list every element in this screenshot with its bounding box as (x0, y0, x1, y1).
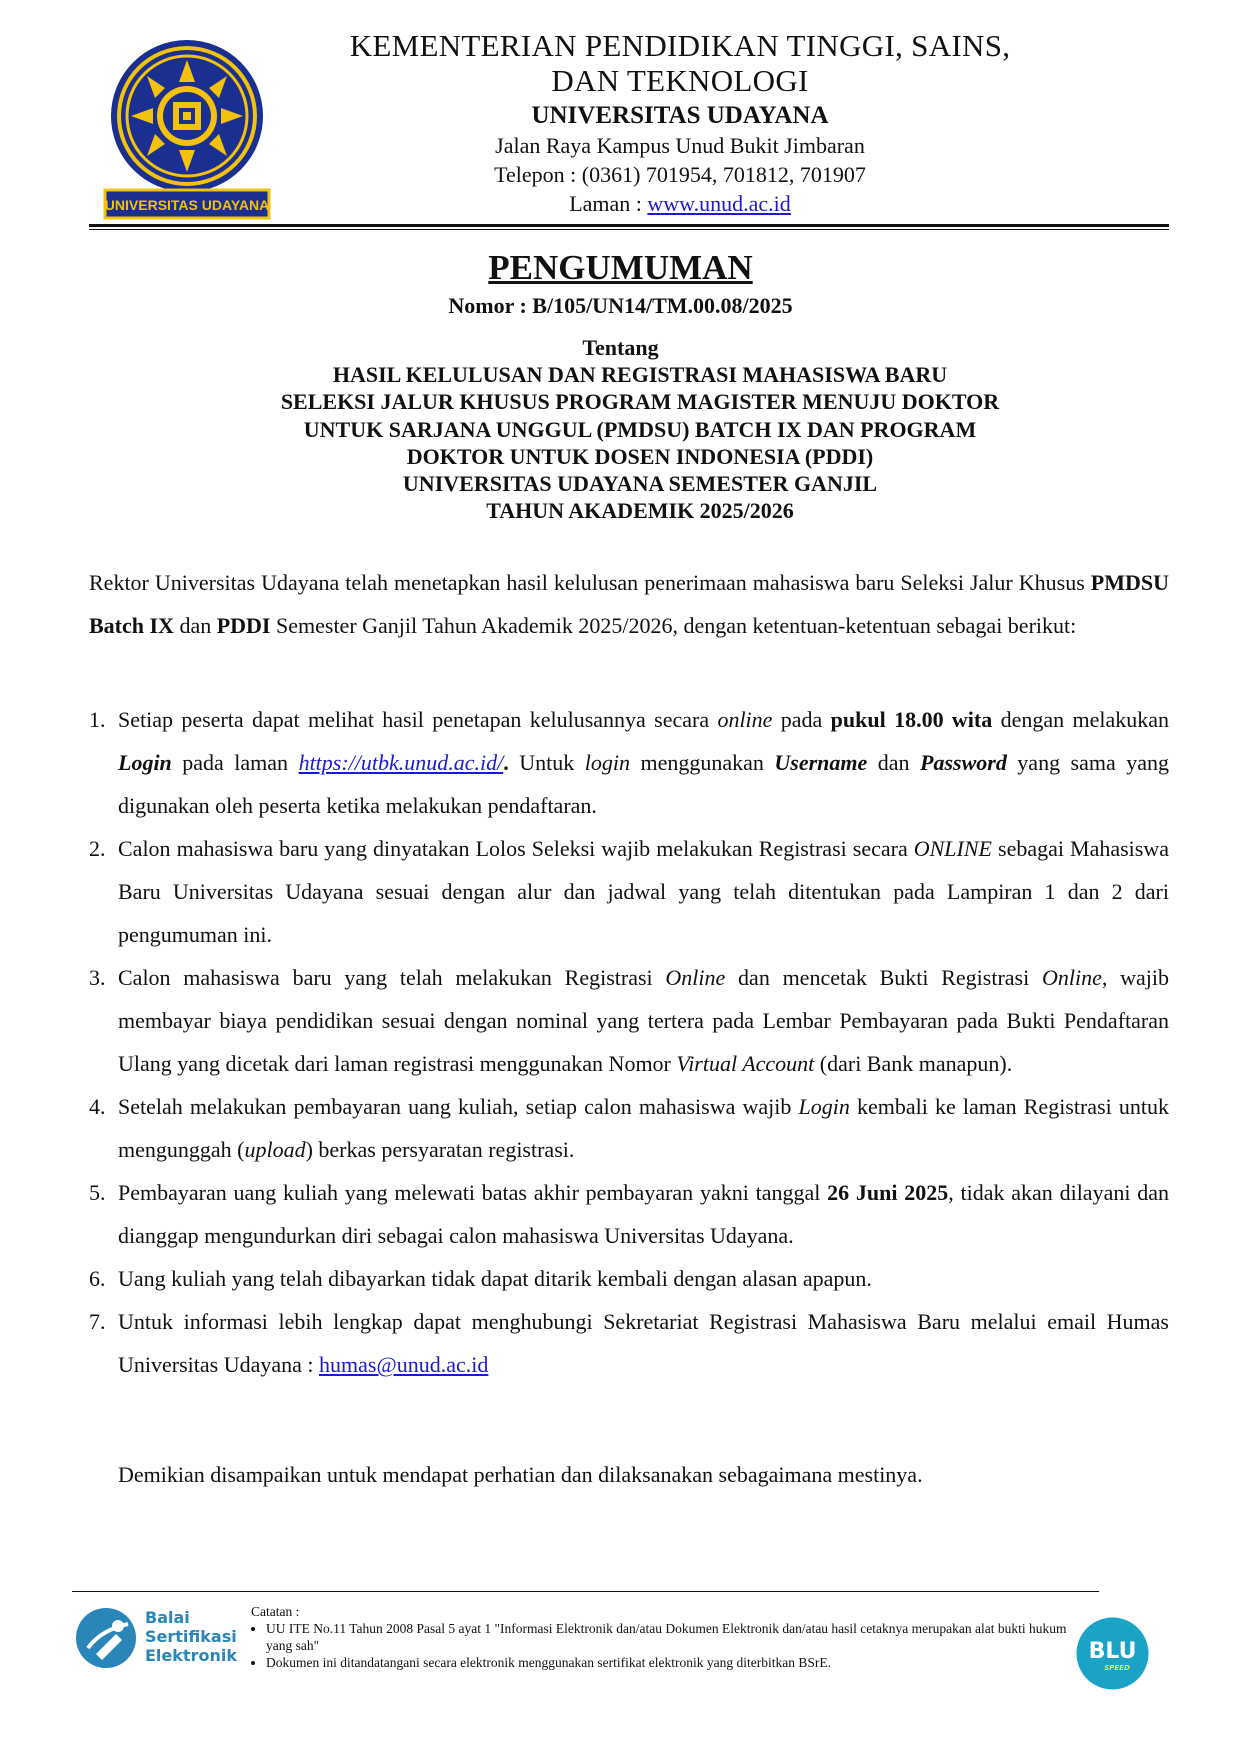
list-item (89, 956, 1169, 1085)
website-link[interactable]: www.unud.ac.id (647, 191, 791, 216)
bsre-text-line: Sertifikasi (145, 1627, 237, 1646)
text: , wajib membayar biaya pendidikan sesuai dengan nominal yang tertera pada Lembar Pembayaran pada Bukti Pendaftaran Ulang yang dicetak dari laman registrasi menggunakan Nomor (118, 965, 1169, 1076)
letterhead (300, 28, 1060, 218)
intro-paragraph (89, 561, 1169, 647)
text: , tidak akan dilayani dan dianggap mengundurkan diri sebagai calon mahasiswa Universitas Udayana. (118, 1180, 1169, 1248)
bold-text: pukul 18.00 wita (830, 707, 993, 732)
bsre-text-line: Elektronik (145, 1646, 237, 1665)
text: dan mencetak Bukti Registrasi (725, 965, 1042, 990)
text: Calon mahasiswa baru yang dinyatakan Lolos Seleksi wajib melakukan Registrasi secara (118, 836, 914, 861)
text: pada (772, 707, 831, 732)
phone: Telepon : (0361) 701954, 701812, 701907 (494, 162, 866, 187)
document-subject (200, 361, 1080, 525)
bsre-text-line: Balai (145, 1608, 190, 1627)
document-number: Nomor : B/105/UN14/TM.00.08/2025 (448, 293, 793, 318)
list-item (89, 827, 1169, 956)
subject-line: UNTUK SARJANA UNGGUL (PMDSU) BATCH IX DAN PROGRAM (303, 416, 977, 442)
note-label: Catatan : (251, 1604, 300, 1619)
italic-text: online (717, 707, 773, 732)
text: Semester Ganjil Tahun Akademik 2025/2026, dengan ketentuan-ketentuan sebagai berikut: (270, 613, 1077, 638)
item-number: 3. (89, 965, 106, 990)
university-name: UNIVERSITAS UDAYANA (531, 102, 829, 129)
registration-link[interactable]: https://utbk.unud.ac.id/ (298, 750, 504, 775)
item-number: 4. (89, 1094, 106, 1119)
item-number: 5. (89, 1180, 106, 1205)
footer-rule (72, 1591, 1099, 1592)
text: Calon mahasiswa baru yang telah melakukan Registrasi (118, 965, 666, 990)
italic-text: ONLINE (913, 836, 992, 861)
text: Rektor Universitas Udayana telah menetapkan hasil kelulusan penerimaan mahasiswa baru Seleksi Jalur Khusus (89, 570, 1091, 595)
logo-label: UNIVERSITAS UDAYANA (104, 197, 270, 213)
bold-text: PDDI (216, 613, 271, 638)
text: menggunakan (629, 750, 775, 775)
website-label: Laman : (569, 191, 648, 216)
text: Uang kuliah yang telah dibayarkan tidak dapat ditarik kembali dengan alasan apapun. (118, 1266, 872, 1291)
bold-italic-text: Login (118, 750, 172, 775)
bold-italic-text: Username (774, 750, 868, 775)
text: Untuk informasi lebih lengkap dapat menghubungi Sekretariat Registrasi Mahasiswa Baru melalui email Humas Universitas Udayana : (118, 1309, 1169, 1377)
item-number: 1. (89, 707, 106, 732)
list-item (89, 698, 1169, 827)
bold-text: PMDSU Batch IX (89, 570, 1169, 638)
subject-line: HASIL KELULUSAN DAN REGISTRASI MAHASISWA BARU (332, 362, 948, 387)
bold-text: . (503, 750, 509, 775)
text: kembali ke laman Registrasi untuk mengunggah ( (118, 1094, 1169, 1162)
document-title: PENGUMUMAN (488, 248, 753, 287)
italic-text: upload (244, 1137, 306, 1162)
italic-text: Online (1041, 965, 1102, 990)
blu-speed-logo (1075, 1616, 1150, 1691)
text: Untuk (508, 750, 585, 775)
list-item (89, 1085, 1169, 1171)
text: dengan melakukan (992, 707, 1169, 732)
subject-line: DOKTOR UNTUK DOSEN INDONESIA (PDDI) (406, 443, 874, 469)
footer-notes (251, 1603, 1071, 1671)
list-item (89, 1300, 1169, 1386)
list-item (89, 1171, 1169, 1257)
item-number: 2. (89, 836, 106, 861)
italic-text: Online (665, 965, 726, 990)
italic-text: Virtual Account (676, 1051, 815, 1076)
ministry-name-line1: KEMENTERIAN PENDIDIKAN TINGGI, SAINS, (349, 28, 1011, 63)
bold-italic-text: Password (920, 750, 1007, 775)
note-item: • UU ITE No.11 Tahun 2008 Pasal 5 ayat 1 "Informasi Elektronik dan/atau Dokumen Elektronik dan/atau hasil cetaknya merupakan alat bukti hukum yang sah" (266, 1620, 1071, 1654)
text: ) berkas persyaratan registrasi. (305, 1137, 575, 1162)
university-logo (103, 38, 271, 220)
list-item (89, 1257, 1169, 1300)
text: Setelah melakukan pembayaran uang kuliah, setiap calon mahasiswa wajib (118, 1094, 799, 1119)
email-link[interactable]: humas@unud.ac.id (319, 1352, 489, 1377)
about-label: Tentang (582, 335, 659, 360)
note-item: • Dokumen ini ditandatangani secara elektronik menggunakan sertifikat elektronik yang diterbitkan BSrE. (266, 1654, 1071, 1671)
italic-text: login (584, 750, 630, 775)
subject-line: UNIVERSITAS UDAYANA SEMESTER GANJIL (402, 471, 878, 497)
bold-text: 26 Juni 2025 (827, 1180, 949, 1205)
item-number: 7. (89, 1309, 106, 1334)
letterhead-rule (89, 224, 1169, 227)
letterhead-rule-thin (89, 229, 1169, 230)
subject-line: SELEKSI JALUR KHUSUS PROGRAM MAGISTER MENUJU DOKTOR (280, 389, 1000, 415)
text: Pembayaran uang kuliah yang melewati batas akhir pembayaran yakni tanggal (118, 1180, 828, 1205)
closing-paragraph: Demikian disampaikan untuk mendapat perhatian dan dilaksanakan sebagaimana mestinya. (118, 1462, 923, 1487)
website-line (300, 189, 1060, 218)
text: dan (867, 750, 921, 775)
provisions-list (89, 698, 1169, 1386)
text: yang sama yang digunakan oleh peserta ketika melakukan pendaftaran. (118, 750, 1170, 818)
item-number: 6. (89, 1266, 106, 1291)
text: pada laman (171, 750, 299, 775)
text: dan (173, 613, 217, 638)
blu-logo-text: BLU (1088, 1639, 1137, 1664)
text: (dari Bank manapun). (814, 1051, 1013, 1076)
text: sebagai Mahasiswa Baru Universitas Udayana sesuai dengan alur dan jadwal yang telah ditentukan pada Lampiran 1 dan 2 dari pengumuman ini. (118, 836, 1169, 947)
address: Jalan Raya Kampus Unud Bukit Jimbaran (495, 133, 865, 158)
bsre-wordmark (145, 1608, 237, 1665)
italic-text: Login (798, 1094, 850, 1119)
subject-line: TAHUN AKADEMIK 2025/2026 (486, 498, 794, 524)
text: Setiap peserta dapat melihat hasil penetapan kelulusannya secara (118, 707, 718, 732)
blu-logo-subtext: SPEED (1104, 1664, 1130, 1672)
ministry-name-line2: DAN TEKNOLOGI (551, 63, 809, 98)
